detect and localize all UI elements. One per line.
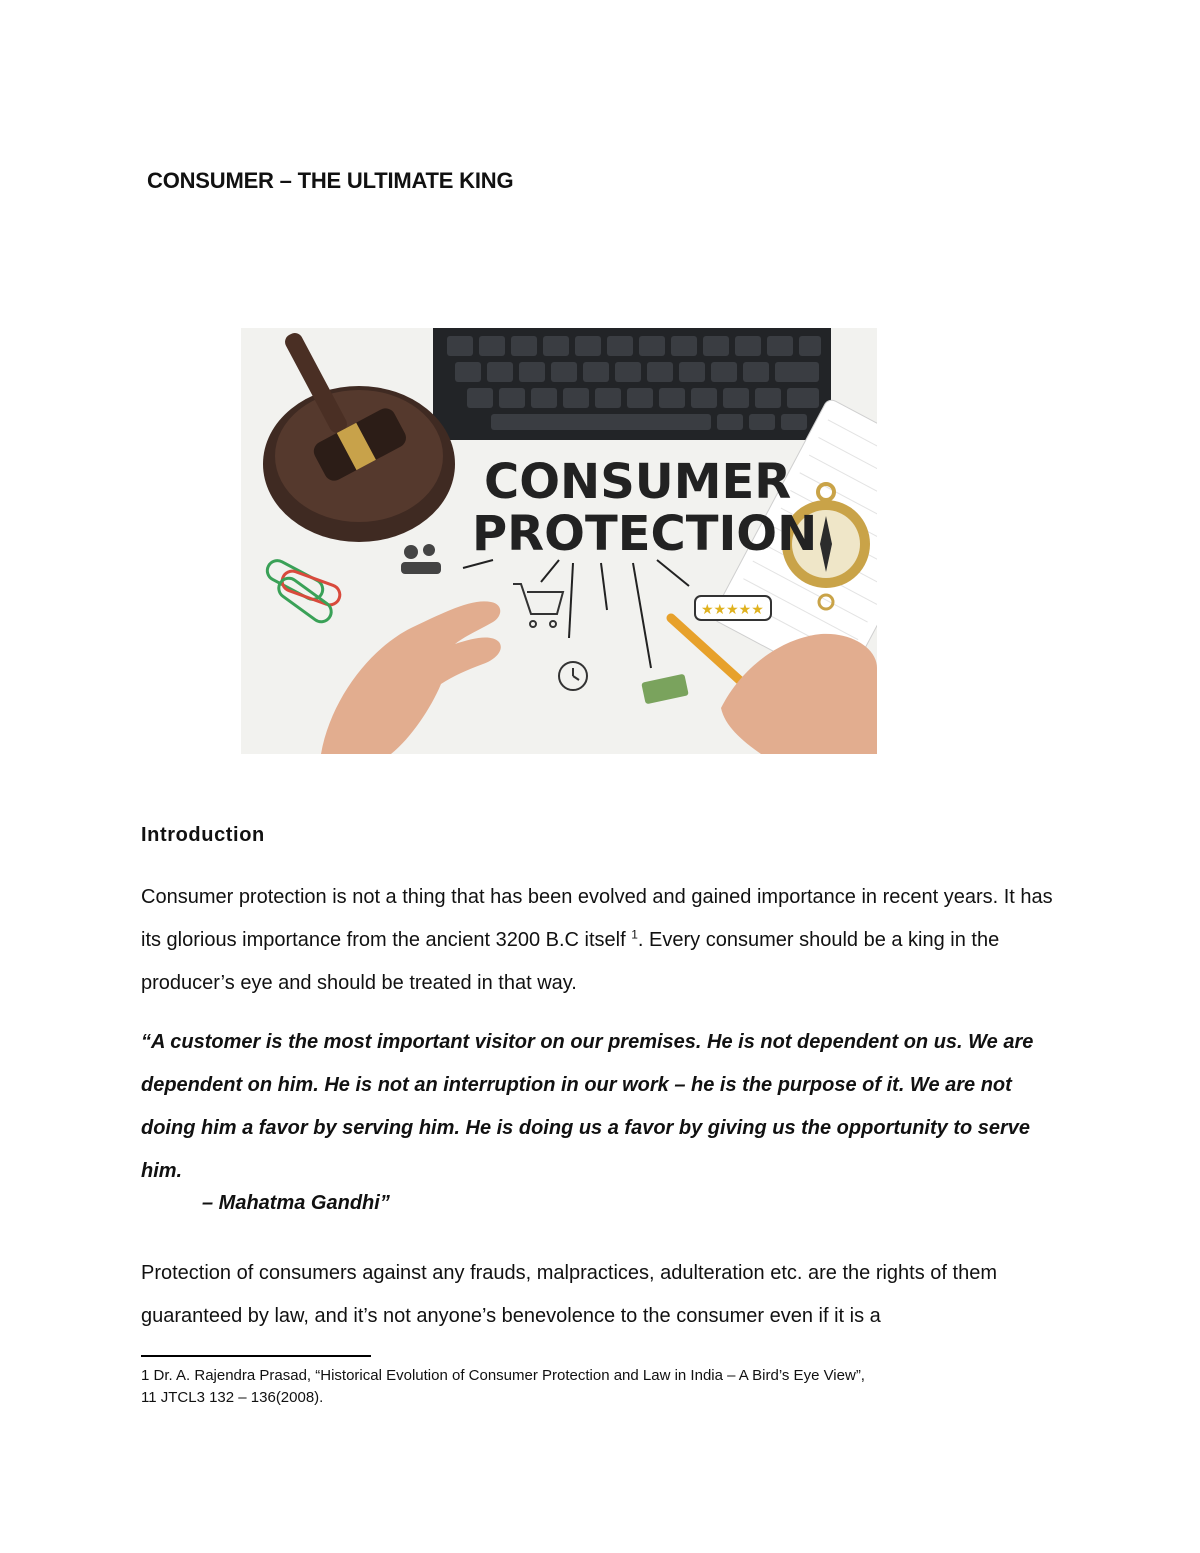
image-text-protection: PROTECTION	[472, 506, 818, 562]
quote-attribution: – Mahatma Gandhi”	[202, 1192, 390, 1214]
image-text-consumer: CONSUMER	[484, 454, 792, 510]
intro-text-after-ref: . Every consumer should be a king in the producer’s eye and should be treated in that way.	[141, 929, 1000, 994]
footnote-line-2: 11 JTCL3 132 – 136(2008).	[141, 1389, 324, 1406]
gandhi-quote: “A customer is the most important visitor on our premises. He is not dependent on us. We are dependent on him. He is not an interruption in our work – he is the purpose of it. We are not doing him a favor by serving him. He is doing us a favor by giving us the opportunity to serve him.	[141, 1031, 1034, 1182]
footnote-line-1: 1 Dr. A. Rajendra Prasad, “Historical Evolution of Consumer Protection and Law in India – A Bird’s Eye View”,	[141, 1367, 865, 1384]
rating-stars-icon	[695, 596, 771, 620]
intro-text-before-ref: Consumer protection is not a thing that has been evolved and gained importance in recent years. It has its glorious importance from the ancient 3200 B.C itself	[141, 886, 1053, 951]
svg-text:★★★★★: ★★★★★	[701, 602, 764, 618]
footnote-reference[interactable]: 1	[631, 927, 638, 942]
intro-paragraph	[141, 876, 1071, 1005]
keyboard-icon	[433, 328, 831, 440]
footnote	[141, 1365, 1091, 1409]
section-heading-introduction: Introduction	[141, 824, 265, 846]
footnote-separator	[141, 1355, 371, 1357]
page-title: CONSUMER – THE ULTIMATE KING	[147, 168, 514, 193]
protection-paragraph: Protection of consumers against any frauds, malpractices, adulteration etc. are the rights of them guaranteed by law, and it’s not anyone’s benevolence to the consumer even if it is a	[141, 1262, 997, 1327]
consumer-protection-illustration	[241, 328, 877, 754]
